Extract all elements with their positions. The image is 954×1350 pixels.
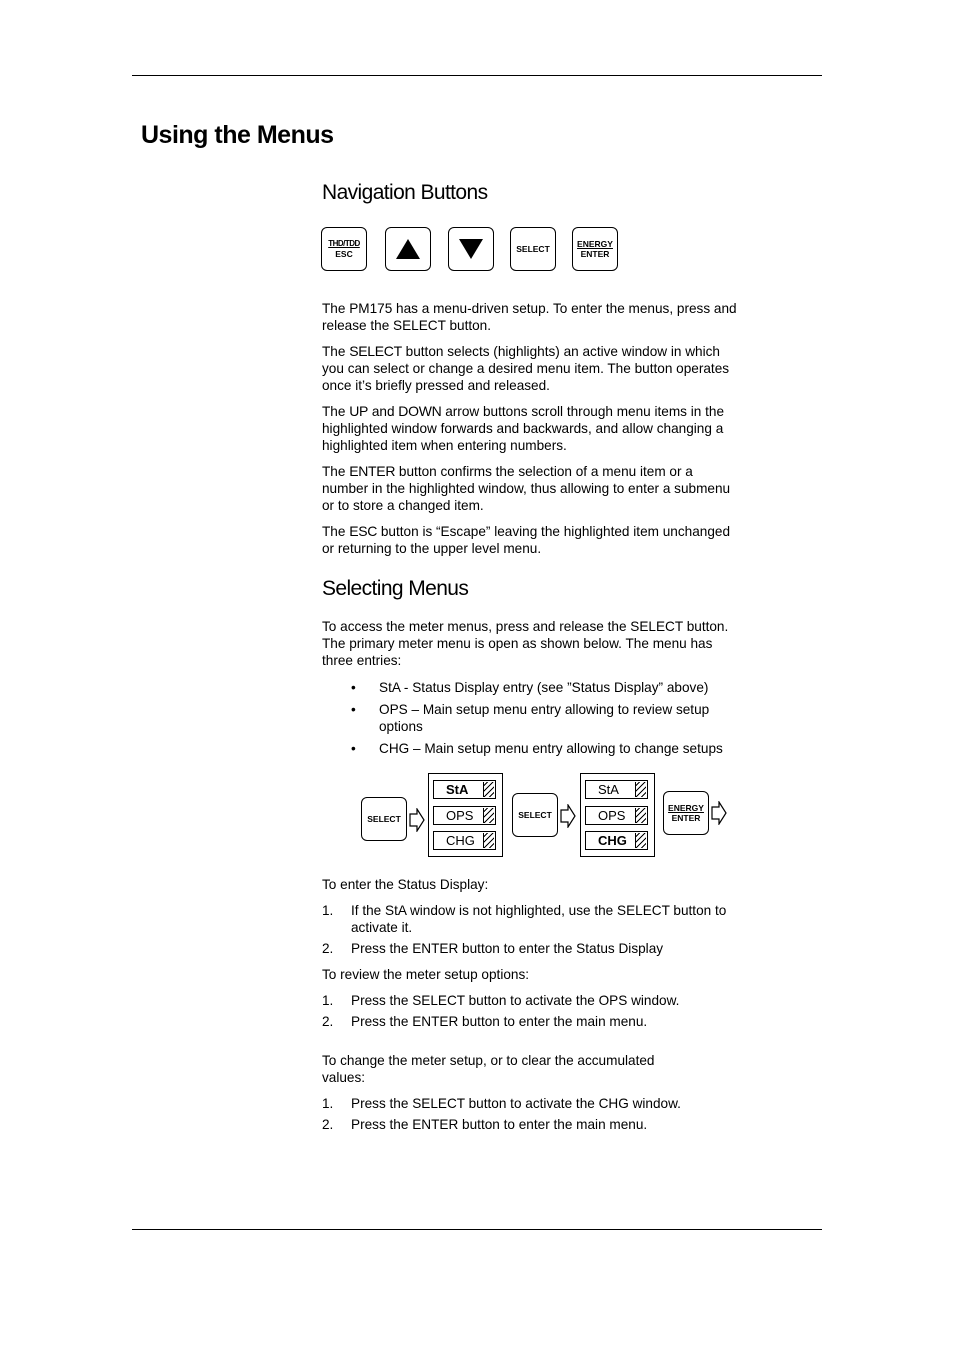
- status-steps: [322, 902, 742, 957]
- step-number: 1.: [322, 1096, 334, 1111]
- step-number: 2.: [322, 1014, 334, 1029]
- select-paragraph: [322, 343, 742, 394]
- menu-state-sta: [428, 773, 503, 857]
- enter-label: ENTER: [580, 249, 610, 259]
- text: The: [322, 404, 350, 419]
- header-rule: [132, 75, 822, 76]
- updown-paragraph: [322, 403, 742, 454]
- select-label: SELECT: [516, 244, 550, 254]
- step-text: Press the SELECT button to activate the OPS window.: [351, 993, 680, 1008]
- menu-item-sta: [433, 780, 496, 799]
- right-arrow-icon: [711, 801, 727, 825]
- text: button confirms the selection of a menu item or a number in the highlighted window, thus allowing to enter a submenu or to store a changed item.: [322, 464, 731, 513]
- list-item: [322, 940, 742, 957]
- procedures: [322, 876, 742, 1142]
- selecting-intro: To access the meter menus, press and release the SELECT button. The primary meter menu is open as shown below. The menu has three entries:: [322, 619, 729, 668]
- down-arrow-icon: [459, 239, 483, 259]
- menu-item-ops: [433, 806, 496, 825]
- select-label: SELECT: [367, 814, 401, 824]
- energy-enter-button[interactable]: [572, 227, 618, 271]
- step-text: Press the ENTER button to enter the Status Display: [351, 941, 664, 956]
- scroll-indicator-icon: [483, 808, 494, 823]
- menu-item-chg: [433, 831, 496, 850]
- list-item: [322, 1116, 742, 1133]
- list-item: [322, 1013, 742, 1030]
- up-keyword: UP: [349, 403, 369, 419]
- nav-description: [322, 300, 742, 566]
- menu-item-ops: [585, 806, 648, 825]
- status-intro: To enter the Status Display:: [322, 877, 489, 892]
- selecting-menus-heading: Selecting Menus: [322, 577, 469, 600]
- energy-label: ENERGY: [577, 239, 613, 249]
- enter-keyword: ENTER: [349, 463, 396, 479]
- list-item: [322, 1095, 742, 1112]
- menu-state-chg: [580, 773, 655, 857]
- menu-diagram: [360, 772, 740, 862]
- step-number: 1.: [322, 903, 334, 918]
- review-steps: [322, 992, 742, 1030]
- step-number: 2.: [322, 1117, 334, 1132]
- down-arrow-button[interactable]: [448, 227, 494, 271]
- item-label: StA: [446, 782, 469, 797]
- scroll-indicator-icon: [483, 782, 494, 797]
- list-item: • StA - Status Display entry (see ”Status Display” above): [322, 679, 742, 696]
- list-item: [322, 902, 742, 936]
- text: The: [322, 524, 350, 539]
- step-text: Press the ENTER button to enter the main menu.: [351, 1117, 648, 1132]
- item-label: OPS: [446, 808, 474, 823]
- intro-paragraph: The PM175 has a menu-driven setup. To enter the menus, press and release the SELECT button.: [322, 301, 737, 333]
- scroll-indicator-icon: [635, 808, 646, 823]
- item-label: CHG: [598, 833, 627, 848]
- select-button[interactable]: [510, 227, 556, 271]
- enter-paragraph: [322, 463, 742, 514]
- text: button is “Escape” leaving the highlighted item unchanged or returning to the upper level menu.: [322, 524, 731, 556]
- esc-keyword: ESC: [349, 523, 378, 539]
- right-arrow-icon: [409, 808, 425, 832]
- step-text: Press the SELECT button to activate the CHG window.: [351, 1096, 681, 1111]
- select-keyword: SELECT: [349, 343, 402, 359]
- esc-label: ESC: [335, 249, 353, 259]
- menu-item-sta: [585, 780, 648, 799]
- text: The: [322, 464, 350, 479]
- up-arrow-icon: [396, 239, 420, 259]
- diagram-energy-enter-button: [663, 791, 709, 835]
- text: button selects (highlights) an active window in which you can select or change a desired menu item. The button operates once it’s briefly pressed and released.: [322, 344, 730, 393]
- menu-entry-list: [322, 679, 742, 757]
- list-item: • OPS – Main setup menu entry allowing to review setup options: [322, 701, 742, 735]
- thd-label: THD/TDD: [328, 239, 360, 248]
- nav-buttons-heading: Navigation Buttons: [322, 181, 488, 204]
- scroll-indicator-icon: [483, 833, 494, 848]
- item-label: StA: [598, 782, 619, 797]
- scroll-indicator-icon: [635, 833, 646, 848]
- scroll-indicator-icon: [635, 782, 646, 797]
- text: and: [368, 404, 399, 419]
- menu-item-chg: [585, 831, 648, 850]
- step-number: 2.: [322, 941, 334, 956]
- down-keyword: DOWN: [398, 403, 442, 419]
- step-text: If the StA window is not highlighted, use the SELECT button to activate it.: [351, 903, 727, 935]
- step-text: Press the ENTER button to enter the main menu.: [351, 1014, 648, 1029]
- page-title: Using the Menus: [141, 121, 334, 149]
- diagram-select-button-2: [512, 793, 558, 837]
- right-arrow-icon: [560, 804, 576, 828]
- enter-label: ENTER: [671, 813, 701, 823]
- item-label: OPS: [598, 808, 626, 823]
- list-item: • CHG – Main setup menu entry allowing to change setups: [322, 740, 742, 757]
- select-label: SELECT: [518, 810, 552, 820]
- diagram-select-button: [361, 797, 407, 841]
- footer-rule: [132, 1229, 822, 1230]
- up-arrow-button[interactable]: [385, 227, 431, 271]
- list-item: [322, 992, 742, 1009]
- step-number: 1.: [322, 993, 334, 1008]
- item-label: CHG: [446, 833, 475, 848]
- selecting-description: [322, 618, 742, 762]
- thd-esc-button[interactable]: [321, 227, 367, 271]
- text: arrow buttons scroll through menu items in the highlighted window forwards and backwards, and allow changing a highlighted item when entering numbers.: [322, 404, 725, 453]
- review-intro: To review the meter setup options:: [322, 967, 530, 982]
- change-steps: [322, 1095, 742, 1133]
- energy-label: ENERGY: [668, 803, 704, 813]
- esc-paragraph: [322, 523, 742, 557]
- text: The: [322, 344, 350, 359]
- change-intro: To change the meter setup, or to clear the accumulated values:: [322, 1053, 655, 1085]
